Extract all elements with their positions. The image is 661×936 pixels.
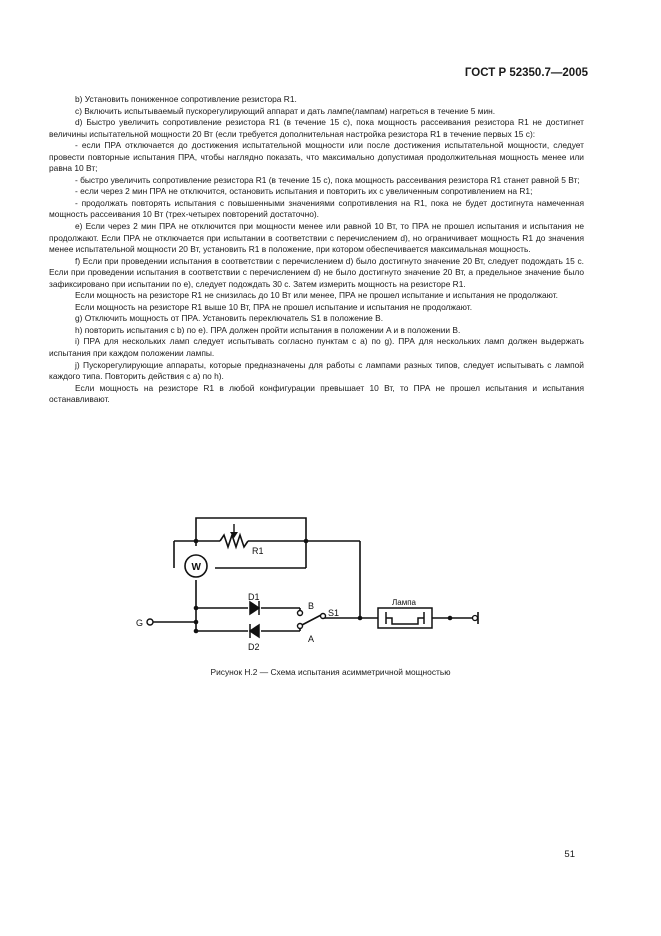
diode-d1-icon bbox=[250, 601, 259, 615]
figure-caption: Рисунок Н.2 — Схема испытания асимметричной мощностью bbox=[210, 667, 451, 677]
paragraph: - быстро увеличить сопротивление резистора R1 (в течение 15 с), пока мощность рассеивания резистора R1 станет равной 5 Вт; bbox=[75, 174, 580, 185]
diode-d2-label: D2 bbox=[248, 642, 260, 652]
diode-d1-label: D1 bbox=[248, 592, 260, 602]
paragraph: h) повторить испытания с b) по e). ПРА должен пройти испытания в положении A и в положении B. bbox=[75, 324, 461, 335]
output-terminal-icon bbox=[473, 616, 478, 621]
input-terminal-icon bbox=[147, 619, 153, 625]
wattmeter-label: W bbox=[191, 562, 201, 573]
paragraph: - если через 2 мин ПРА не отключится, остановить испытания и повторить их с увеличенным сопротивлением на R1; bbox=[75, 186, 533, 197]
resistor-label: R1 bbox=[252, 546, 264, 556]
input-label: G bbox=[136, 618, 144, 628]
paragraph: Если мощность на резисторе R1 выше 10 Вт, ПРА не прошел испытание и испытания не продолжают. bbox=[75, 301, 473, 312]
paragraph: Если мощность на резисторе R1 в любой конфигурации превышает 10 Вт, то ПРА не прошел испытания и испытания останавливают. bbox=[49, 382, 584, 405]
lamp-icon bbox=[378, 608, 432, 628]
paragraph: g) Отключить мощность от ПРА. Установить переключатель S1 в положение B. bbox=[75, 313, 384, 324]
diode-d2-icon bbox=[250, 624, 259, 638]
lamp-label: Лампа bbox=[392, 598, 416, 607]
document-header: ГОСТ Р 52350.7—2005 bbox=[464, 67, 588, 79]
switch-position-a-label: A bbox=[308, 634, 315, 644]
paragraph: f) Если при проведении испытания в соответствии с перечислением d) было достигнуто значение 20 Вт, следует подождать 15 с. Если при проведении испытания в соответствии с перечислением d) не было достигнуто значение 20 Вт, а предельное значение было зафиксировано при испытании по e), следует подождать 30 с. Затем измерить мощность на резисторе R1. bbox=[49, 255, 584, 289]
paragraph: e) Если через 2 мин ПРА не отключится при мощности менее или равной 10 Вт, то ПРА не прошел испытания и испытания не продолжают. Если ПРА не отключается при испытании в соответствии с перечислением d), но ограничивает мощность R1 до значения менее испытательной мощности 20 Вт, установить R1 в положение, при котором обеспечивается максимальная мощность. bbox=[49, 221, 584, 255]
switch-label: S1 bbox=[328, 608, 340, 618]
paragraph: i) ПРА для нескольких ламп следует испытывать согласно пунктам с a) по g). ПРА для нескольких ламп должен выдержать испытания при каждом положении лампы. bbox=[49, 336, 584, 359]
circuit-diagram bbox=[130, 508, 510, 668]
body-text bbox=[49, 94, 584, 406]
switch-position-b-label: B bbox=[308, 601, 315, 611]
paragraph: c) Включить испытываемый пускорегулирующий аппарат и дать лампе(лампам) нагреться в течение 5 мин. bbox=[75, 105, 496, 116]
page-number: 51 bbox=[564, 849, 575, 860]
paragraph: - если ПРА отключается до достижения испытательной мощности или после достижения испытательной мощности, следует провести повторные испытания ПРА, чтобы наглядно показать, что максимально допустимая продолжительная мощность менее или равна 10 Вт; bbox=[49, 140, 584, 174]
paragraph: d) Быстро увеличить сопротивление резистора R1 (в течение 15 с), пока мощность рассеивания резистора R1 не достигнет величины испытательной мощности 20 Вт (если требуется дополнительная настройка резистора R1 в течение первых 15 с): bbox=[49, 117, 584, 139]
paragraph: Если мощность на резисторе R1 не снизилась до 10 Вт или менее, ПРА не прошел испытание и испытания не продолжают. bbox=[75, 290, 558, 301]
paragraph: - продолжать повторять испытания с повышенными значениями сопротивления на R1, пока не будет достигнута намеченная мощность рассеивания 10 Вт (трех-четырех повторений достаточно). bbox=[49, 197, 584, 220]
paragraph: b) Установить пониженное сопротивление резистора R1. bbox=[75, 94, 297, 104]
paragraph: j) Пускорегулирующие аппараты, которые предназначены для работы с лампами разных типов, следует испытывать с лампой каждого типа. Повторить действия с a) по h). bbox=[49, 359, 584, 382]
